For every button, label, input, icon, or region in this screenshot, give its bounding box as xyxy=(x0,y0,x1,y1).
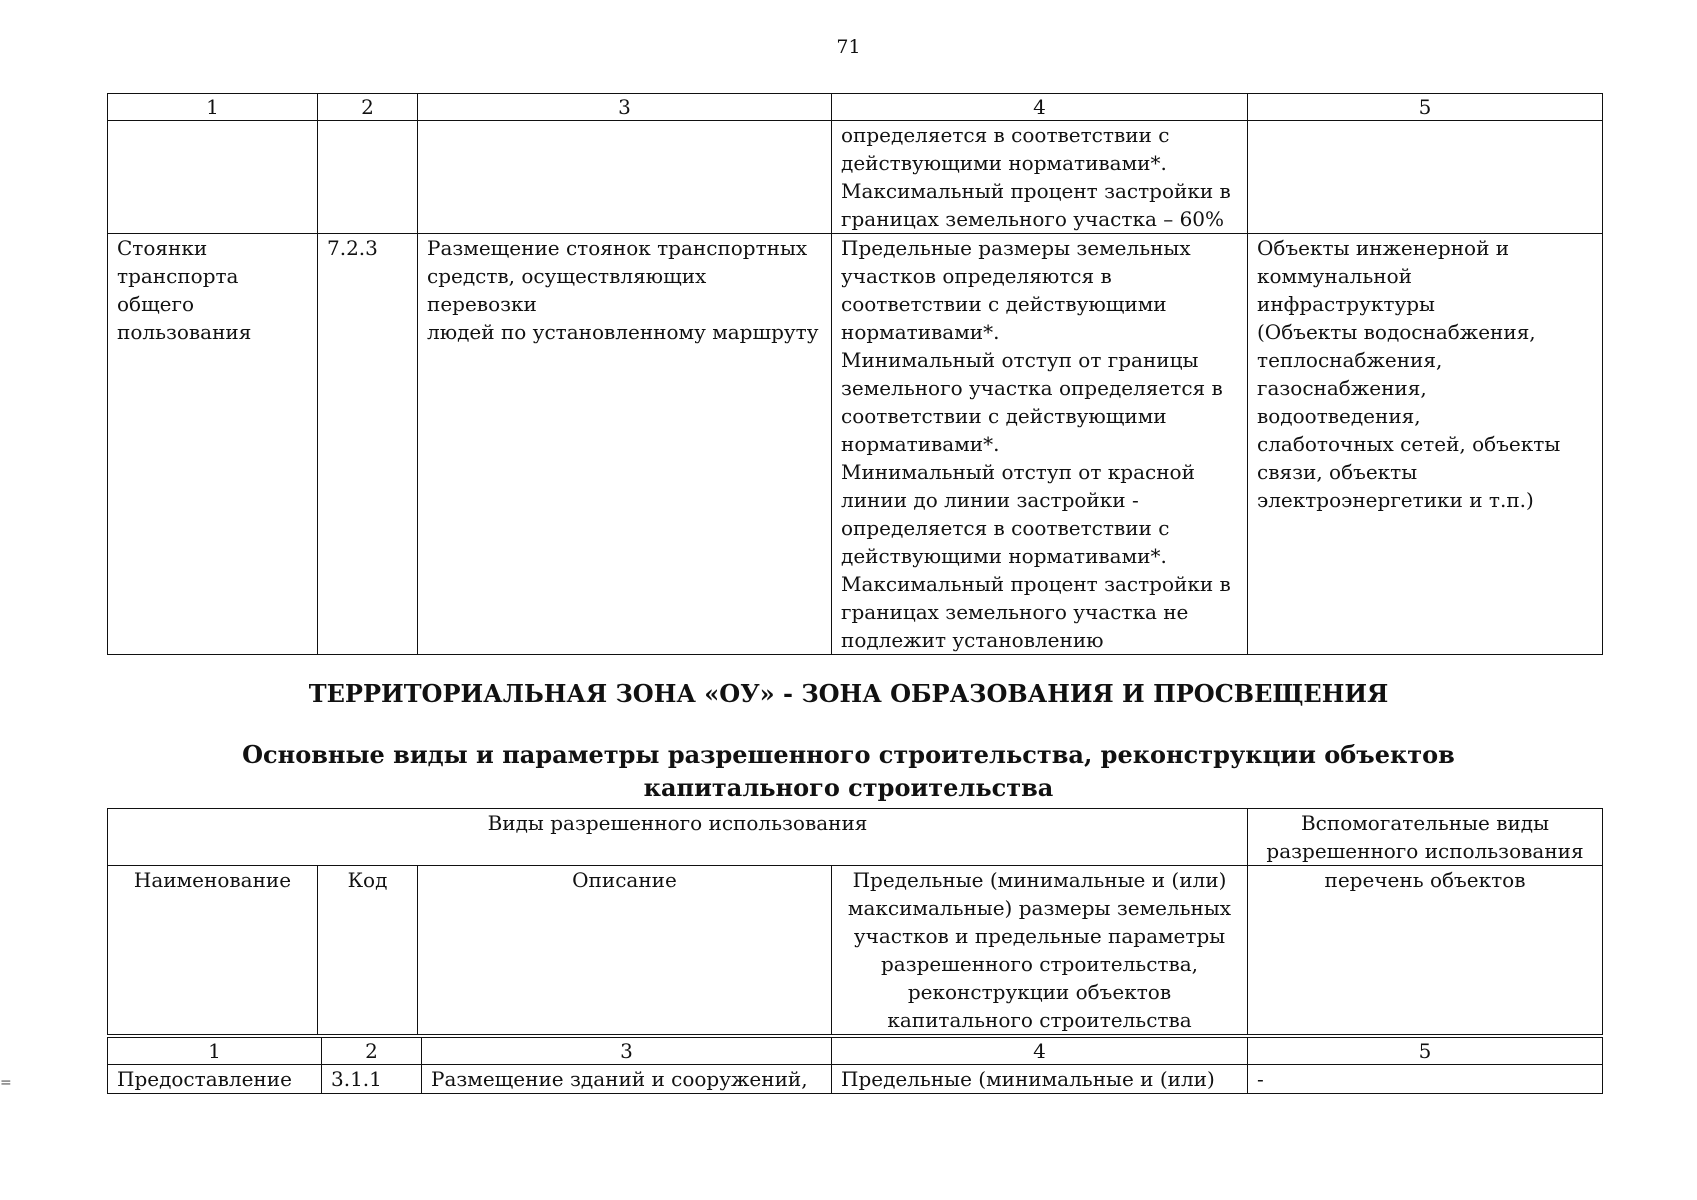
col-number-1: 1 xyxy=(108,94,318,121)
cell-description xyxy=(418,121,832,234)
margin-mark: = xyxy=(0,1075,12,1091)
cell-parameters: определяется в соответствии с действующими нормативами*. Максимальный процент застройки в границах земельного участка – 60% xyxy=(832,121,1248,234)
table-row xyxy=(108,121,1603,234)
col-number-4: 4 xyxy=(832,1038,1248,1065)
cell-name: Стоянки транспорта общего пользования xyxy=(108,234,318,655)
column-header-row xyxy=(108,866,1603,1035)
cell-code xyxy=(318,121,418,234)
group-header-row xyxy=(108,809,1603,866)
table-row xyxy=(108,1065,1603,1094)
col-number-3: 3 xyxy=(418,94,832,121)
col-number-4: 4 xyxy=(832,94,1248,121)
zone-table xyxy=(107,808,1603,1035)
cell-auxiliary: - xyxy=(1248,1065,1603,1094)
page-number: 71 xyxy=(836,36,861,58)
cell-auxiliary xyxy=(1248,121,1603,234)
cell-code: 3.1.1 xyxy=(322,1065,422,1094)
cell-description: Размещение зданий и сооружений, xyxy=(422,1065,832,1094)
table-row xyxy=(108,234,1603,655)
cell-parameters: Предельные размеры земельных участков определяются в соответствии с действующими нормативами*. Минимальный отступ от границы земельного участка определяется в соответствии с действующими нормативами*. Минимальный отступ от красной линии до линии застройки - определяется в соответствии с действующими нормативами*. Максимальный процент застройки в границах земельного участка не подлежит установлению xyxy=(832,234,1248,655)
header-number-row xyxy=(108,94,1603,121)
cell-name: Предоставление xyxy=(108,1065,322,1094)
group-header: Виды разрешенного использования xyxy=(108,809,1248,866)
cell-parameters: Предельные (минимальные и (или) xyxy=(832,1065,1248,1094)
col-header-description: Описание xyxy=(418,866,832,1035)
col-header-parameters: Предельные (минимальные и (или) максимальные) размеры земельных участков и предельные параметры разрешенного строительства, реконструкции объектов капитального строительства xyxy=(832,866,1248,1035)
col-number-3: 3 xyxy=(422,1038,832,1065)
header-number-row xyxy=(108,1038,1603,1065)
section-subtitle: Основные виды и параметры разрешенного строительства, реконструкции объектов капитального строительства xyxy=(242,740,1455,802)
cell-description: Размещение стоянок транспортных средств, осуществляющих перевозки людей по установленному маршруту xyxy=(418,234,832,655)
col-number-2: 2 xyxy=(318,94,418,121)
aux-group-header: Вспомогательные виды разрешенного использования xyxy=(1248,809,1603,866)
col-number-2: 2 xyxy=(322,1038,422,1065)
col-header-name: Наименование xyxy=(108,866,318,1035)
bottom-table xyxy=(107,1037,1603,1094)
col-number-5: 5 xyxy=(1248,94,1603,121)
col-header-aux: перечень объектов xyxy=(1248,866,1603,1035)
col-number-1: 1 xyxy=(108,1038,322,1065)
cell-name xyxy=(108,121,318,234)
top-table xyxy=(107,93,1603,655)
zone-title: ТЕРРИТОРИАЛЬНАЯ ЗОНА «ОУ» - ЗОНА ОБРАЗОВАНИЯ И ПРОСВЕЩЕНИЯ xyxy=(308,679,1389,708)
cell-auxiliary: Объекты инженерной и коммунальной инфраструктуры (Объекты водоснабжения, теплоснабжения, газоснабжения, водоотведения, слаботочных сетей, объекты связи, объекты электроэнергетики и т.п.) xyxy=(1248,234,1603,655)
col-header-code: Код xyxy=(318,866,418,1035)
col-number-5: 5 xyxy=(1248,1038,1603,1065)
cell-code: 7.2.3 xyxy=(318,234,418,655)
